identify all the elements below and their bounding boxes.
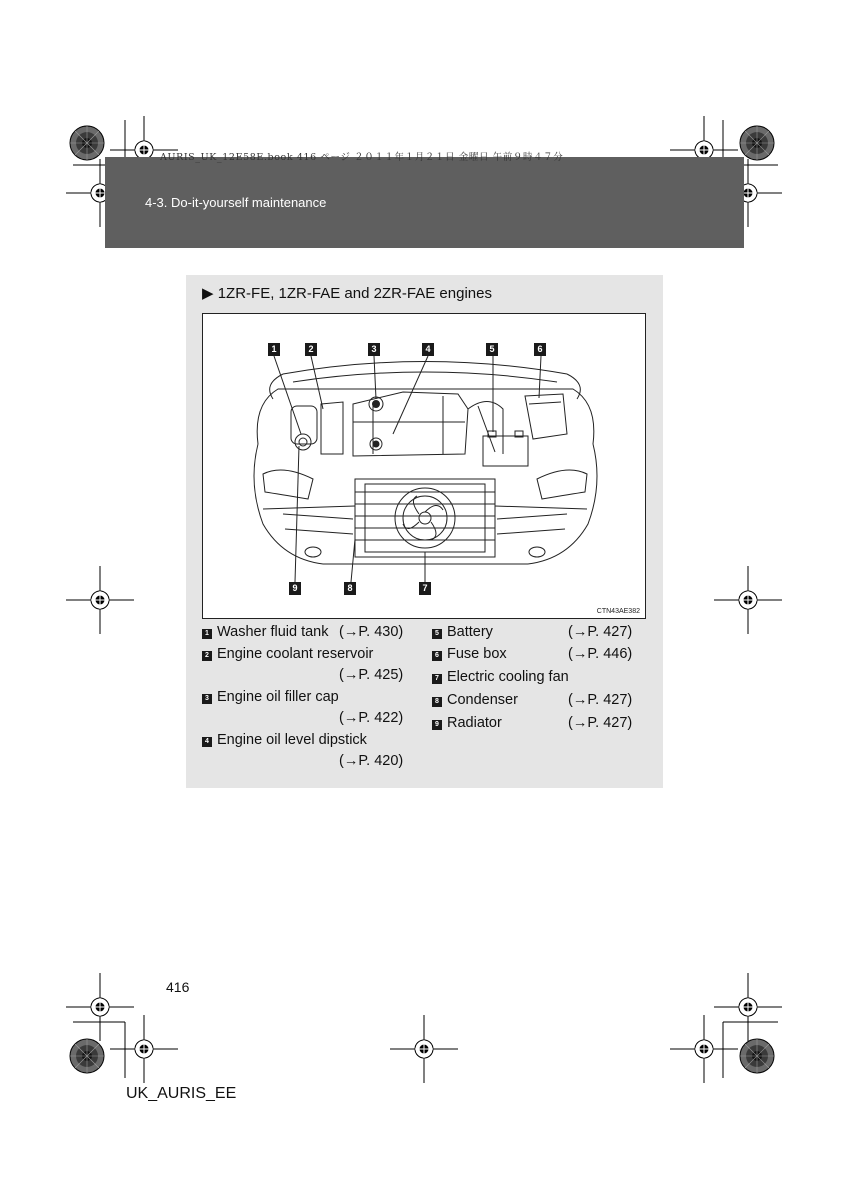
callout-3: 3 — [368, 343, 380, 356]
panel-heading: ▶ 1ZR-FE, 1ZR-FAE and 2ZR-FAE engines — [202, 285, 492, 302]
legend-badge: 6 — [432, 651, 442, 661]
legend-label: Washer fluid tank — [217, 624, 329, 640]
callout-8: 8 — [344, 582, 356, 595]
callout-7: 7 — [419, 582, 431, 595]
legend-item-washer-fluid-tank — [202, 624, 328, 640]
legend-badge: 4 — [202, 737, 212, 747]
callout-9: 9 — [289, 582, 301, 595]
legend-item-battery — [432, 624, 493, 640]
legend-ref: (→P. 430) — [339, 624, 404, 640]
callout-2: 2 — [305, 343, 317, 356]
legend-item-radiator — [432, 715, 502, 731]
legend-ref: (→P. 427) — [568, 692, 633, 708]
legend-ref: (→P. 420) — [339, 753, 404, 769]
legend-label: Condenser — [447, 692, 518, 708]
legend-ref: (→P. 427) — [568, 624, 633, 640]
engine-compartment-illustration — [203, 314, 646, 619]
legend-badge: 3 — [202, 694, 212, 704]
legend-label: Engine coolant reservoir — [217, 646, 374, 662]
callout-4: 4 — [422, 343, 434, 356]
page-number: 416 — [166, 979, 190, 995]
legend-item-engine-oil-level-dipstick — [202, 732, 367, 748]
print-file-info: AURIS_UK_12E58E.book 416 ページ ２０１１年１月２１日 金曜日 午前９時４７分 — [160, 152, 564, 163]
legend-label: Engine oil filler cap — [217, 689, 339, 705]
legend-badge: 7 — [432, 674, 442, 684]
legend-badge: 5 — [432, 629, 442, 639]
legend-label: Battery — [447, 624, 493, 640]
section-title: 4-3. Do-it-yourself maintenance — [145, 195, 327, 210]
legend-item-electric-cooling-fan — [432, 669, 569, 685]
legend-item-condenser — [432, 692, 518, 708]
legend-label: Electric cooling fan — [447, 669, 569, 685]
legend-ref: (→P. 422) — [339, 710, 404, 726]
legend-badge: 9 — [432, 720, 442, 730]
callout-6: 6 — [534, 343, 546, 356]
legend-item-fuse-box — [432, 646, 507, 662]
legend-ref: (→P. 425) — [339, 667, 404, 683]
legend-badge: 1 — [202, 629, 212, 639]
legend-label: Fuse box — [447, 646, 507, 662]
engine-compartment-figure — [202, 313, 646, 619]
legend-ref: (→P. 446) — [568, 646, 633, 662]
legend-label: Radiator — [447, 715, 502, 731]
legend-item-engine-coolant-reservoir — [202, 646, 373, 662]
figure-code: CTN43AE382 — [596, 608, 640, 615]
footer-code: UK_AURIS_EE — [126, 1085, 237, 1102]
callout-1: 1 — [268, 343, 280, 356]
legend-badge: 8 — [432, 697, 442, 707]
legend-label: Engine oil level dipstick — [217, 732, 367, 748]
legend-item-engine-oil-filler-cap — [202, 689, 339, 705]
legend-ref: (→P. 427) — [568, 715, 633, 731]
callout-5: 5 — [486, 343, 498, 356]
legend-badge: 2 — [202, 651, 212, 661]
